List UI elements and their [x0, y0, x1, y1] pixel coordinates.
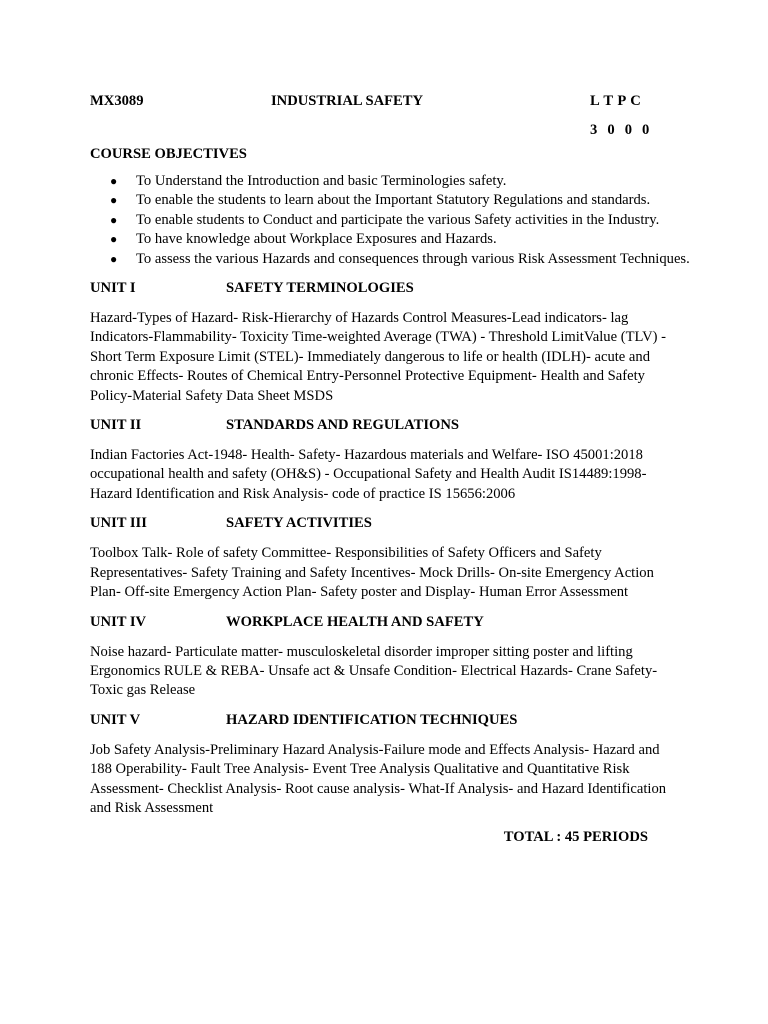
ltpc-label: L T P C — [590, 93, 642, 109]
unit-title: SAFETY ACTIVITIES — [226, 515, 372, 532]
objective-item — [90, 211, 690, 230]
syllabus-page — [90, 92, 690, 848]
unit-2-body: Indian Factories Act-1948- Health- Safety- Hazardous materials and Welfare- ISO 45001:2018 occupational health and safety (OH&S) - Occupational Safety and Health Audit IS14489:1998- Hazard Identification and Risk Analysis- code of practice IS 15656:2006 — [90, 447, 647, 502]
unit-title: WORKPLACE HEALTH AND SAFETY — [226, 613, 484, 630]
unit-4-body: Noise hazard- Particulate matter- musculoskeletal disorder improper sitting poster and lifting Ergonomics RULE & REBA- Unsafe act & Unsafe Condition- Electrical Hazards- Crane Safety- Toxic gas Release — [90, 643, 658, 699]
objective-text: To have knowledge about Workplace Exposures and Hazards. — [136, 231, 497, 248]
unit-number: UNIT IV — [90, 613, 147, 630]
objective-item — [90, 250, 690, 269]
unit-3-heading — [90, 514, 690, 534]
course-header — [90, 92, 690, 113]
unit-number: UNIT V — [90, 711, 141, 728]
unit-5-heading — [90, 711, 690, 731]
unit-title: STANDARDS AND REGULATIONS — [226, 417, 459, 434]
unit-1-body: Hazard-Types of Hazard- Risk-Hierarchy of Hazards Control Measures-Lead indicators- lag Indicators-Flammability- Toxicity Time-weighted Average (TWA) - Threshold LimitValue (TLV) - Short Term Exposure Limit (STEL)- Immediately dangerous to life or health (IDLH)- acute and chronic Effects- Routes of Chemical Entry-Personnel Protective Equipment- Health and Safety Policy-Material Safety Data Sheet MSDS — [90, 310, 666, 404]
bullet-icon: ● — [110, 212, 118, 227]
bullet-icon: ● — [110, 193, 118, 208]
objective-item — [90, 230, 690, 249]
objective-text: To enable students to Conduct and participate the various Safety activities in the Industry. — [136, 211, 660, 228]
unit-1-heading — [90, 279, 690, 299]
course-title: INDUSTRIAL SAFETY — [271, 93, 424, 109]
unit-title: HAZARD IDENTIFICATION TECHNIQUES — [226, 711, 518, 728]
unit-number: UNIT II — [90, 417, 142, 434]
bullet-icon: ● — [110, 251, 118, 266]
unit-number: UNIT III — [90, 515, 147, 532]
objective-item — [90, 172, 690, 191]
objective-item — [90, 191, 690, 210]
unit-title: SAFETY TERMINOLOGIES — [226, 280, 414, 297]
bullet-icon: ● — [110, 174, 118, 188]
objective-text: To Understand the Introduction and basic Terminologies safety. — [136, 173, 507, 189]
total-periods: TOTAL : 45 PERIODS — [503, 829, 648, 846]
course-code: MX3089 — [90, 93, 144, 109]
unit-4-heading — [90, 613, 690, 633]
credits-row — [90, 113, 690, 142]
unit-3-body: Toolbox Talk- Role of safety Committee- Responsibilities of Safety Officers and Safety Representatives- Safety Training and Safety Incentives- Mock Drills- On-site Emergency Action Plan- Off-site Emergency Action Plan- Safety poster and Display- Human Error Assessment — [90, 545, 654, 601]
objectives-heading: COURSE OBJECTIVES — [90, 146, 247, 162]
unit-5-body: Job Safety Analysis-Preliminary Hazard Analysis-Failure mode and Effects Analysis- Hazard and 188 Operability- Fault Tree Analysis- Event Tree Analysis Qualitative and Quantitative Risk Assessment- Checklist Analysis- Root cause analysis- What-If Analysis- and Hazard Identification and Risk Assessment — [90, 741, 667, 816]
objective-text: To assess the various Hazards and consequences through various Risk Assessment Techniques. — [136, 250, 690, 267]
objectives-list — [90, 172, 690, 269]
unit-number: UNIT I — [90, 280, 136, 297]
unit-2-heading — [90, 416, 690, 436]
bullet-icon: ● — [110, 232, 118, 247]
objective-text: To enable the students to learn about the Important Statutory Regulations and standards. — [136, 192, 651, 209]
credits-value: 3 0 0 0 — [590, 122, 653, 138]
